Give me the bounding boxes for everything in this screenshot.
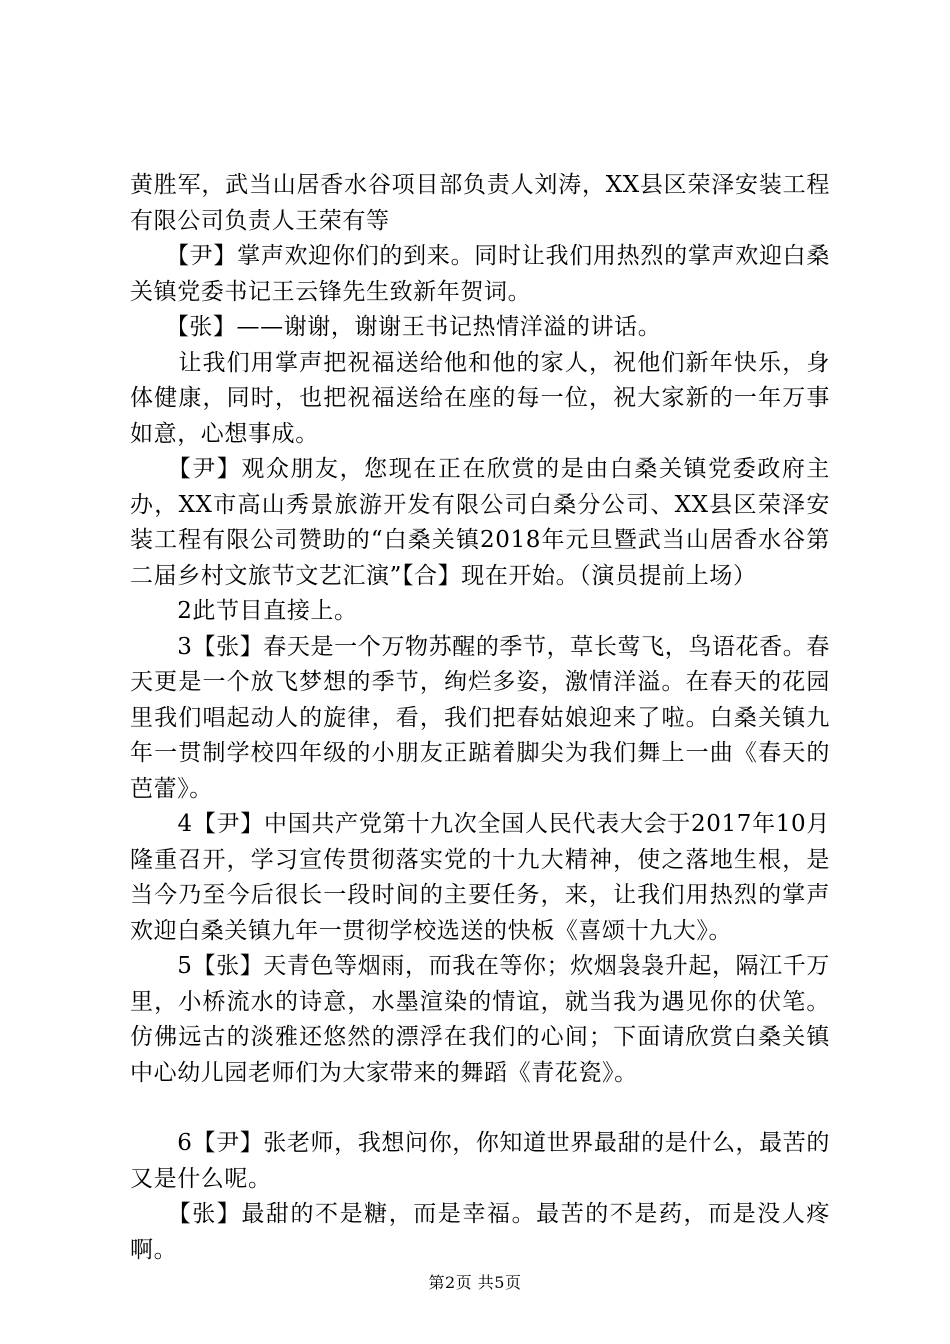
paragraph-5: 【尹】观众朋友，您现在正在欣赏的是由白桑关镇党委政府主办，XX市高山秀景旅游开发有限公司白桑分公司、XX县区荣泽安装工程有限公司赞助的“白桑关镇2018年元旦暨武当山居香水谷第二届乡村文旅节文艺汇演”【合】现在开始。（演员提前上场） (130, 456, 830, 589)
paragraph-8: 4【尹】中国共产党第十九次全国人民代表大会于2017年10月隆重召开，学习宣传贯彻落实党的十九大精神，使之落地生根，是当今乃至今后很长一段时间的主要任务，来，让我们用热烈的掌声欢迎白桑关镇九年一贯彻学校选送的快板《喜颂十九大》。 (130, 811, 830, 944)
page-number-footer: 第2页 共5页 (428, 1273, 522, 1292)
document-body (130, 168, 830, 1268)
paragraph-7: 3【张】春天是一个万物苏醒的季节，草长莺飞，鸟语花香。春天更是一个放飞梦想的季节，绚烂多姿，激情洋溢。在春天的花园里我们唱起动人的旋律，看，我们把春姑娘迎来了啦。白桑关镇九年一贯制学校四年级的小朋友正踮着脚尖为我们舞上一曲《春天的芭蕾》。 (130, 633, 830, 802)
paragraph-2: 【尹】掌声欢迎你们的到来。同时让我们用热烈的掌声欢迎白桑关镇党委书记王云锋先生致新年贺词。 (130, 243, 830, 305)
paragraph-11: 【张】最甜的不是糖，而是幸福。最苦的不是药，而是没人疼啊。 (130, 1201, 830, 1263)
paragraph-4: 让我们用掌声把祝福送给他和他的家人，祝他们新年快乐，身体健康，同时，也把祝福送给在座的每一位，祝大家新的一年万事如意，心想事成。 (130, 349, 830, 447)
paragraph-1: 黄胜军，武当山居香水谷项目部负责人刘涛，XX县区荣泽安装工程有限公司负责人王荣有等 (130, 172, 830, 234)
paragraph-9: 5【张】天青色等烟雨，而我在等你；炊烟袅袅升起，隔江千万里，小桥流水的诗意，水墨渲染的情谊，就当我为遇见你的伏笔。仿佛远古的淡雅还悠然的漂浮在我们的心间；下面请欣赏白桑关镇中心幼儿园老师们为大家带来的舞蹈《青花瓷》。 (130, 953, 830, 1086)
paragraph-10: 6【尹】张老师，我想问你，你知道世界最甜的是什么，最苦的又是什么呢。 (130, 1130, 830, 1192)
paragraph-3: 【张】——谢谢，谢谢王书记热情洋溢的讲话。 (130, 314, 662, 340)
paragraph-6: 2此节目直接上。 (130, 598, 358, 624)
